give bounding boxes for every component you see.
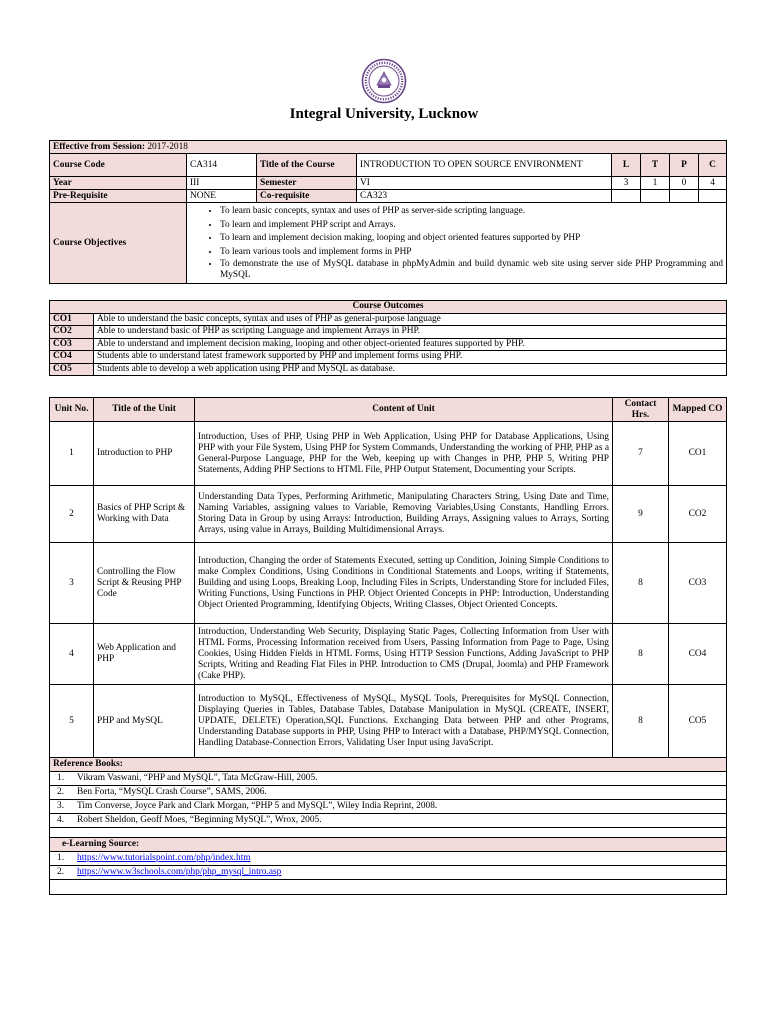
contact-hours-header: Contact Hrs. <box>613 398 669 422</box>
objectives-list <box>190 205 723 281</box>
reference-number: 2. <box>57 787 65 797</box>
reference-item <box>50 772 727 786</box>
objective-item: • To learn and implement PHP script and Arrays. <box>220 219 723 233</box>
unit-content: Introduction, Changing the order of Statements Executed, setting up Condition, Joining Simple Conditions to make Complex Conditions, Using Conditions in Conditional Statements and Loops, writing if Statements, Building and using Loops, Breaking Loop, Including Files in Scripts, Understanding Store for included Files, Writing Functions, Using Functions in PHP. Object Oriented Concepts in PHP: Introduction, Understanding Object Oriented Programming, Identifying Objects, Writing Classes, Object Oriented Concepts. <box>195 543 613 624</box>
unit-hours: 8 <box>613 624 669 685</box>
unit-hours: 9 <box>613 486 669 543</box>
spacer-row <box>50 880 727 895</box>
ltpc-header-c: C <box>699 154 727 177</box>
session-value: 2017-2018 <box>147 141 188 152</box>
ltpc-header-l: L <box>612 154 641 177</box>
unit-co: CO5 <box>669 685 727 758</box>
unit-number: 5 <box>50 685 94 758</box>
outcome-text: Students able to develop a web application using PHP and MySQL as database. <box>94 363 727 376</box>
outcome-code: CO3 <box>50 338 94 351</box>
unit-title: Controlling the Flow Script & Reusing PHP Code <box>94 543 195 624</box>
outcome-code: CO4 <box>50 351 94 364</box>
unit-number: 2 <box>50 486 94 543</box>
elearning-link[interactable]: https://www.tutorialspoint.com/php/index.htm <box>77 853 251 863</box>
ltpc-header-p: P <box>670 154 699 177</box>
course-outcomes-table <box>49 300 727 376</box>
year-label: Year <box>50 177 187 190</box>
objective-item: • To learn various tools and implement forms in PHP <box>220 246 723 260</box>
session-label: Effective from Session: <box>53 141 145 152</box>
elearning-number: 1. <box>57 853 65 863</box>
coreq-value: CA323 <box>357 190 612 203</box>
objectives-label: Course Objectives <box>50 203 187 284</box>
reference-number: 1. <box>57 773 65 783</box>
university-title: Integral University, Lucknow <box>289 106 479 122</box>
unit-content: Introduction, Understanding Web Security, Displaying Static Pages, Collecting Information from User with HTML Forms, Processing Information received from Users, Passing Information from Page to Page, Using Cookies, Using Hidden Fields in HTML Forms, Using HTTP Session Functions, Adding JavaScript to PHP Scripts, Writing and Reading Flat Files in PHP. Introduction to CMS (Drupal, Joomla) and PHP Framework (Cake PHP). <box>195 624 613 685</box>
ltpc-value-t: 1 <box>641 177 670 190</box>
unit-row <box>50 486 727 543</box>
reference-item <box>50 814 727 828</box>
unit-title-header: Title of the Unit <box>94 398 195 422</box>
unit-hours: 8 <box>613 685 669 758</box>
unit-row <box>50 422 727 486</box>
unit-co: CO1 <box>669 422 727 486</box>
empty-cell <box>641 190 670 203</box>
outcome-text: Able to understand the basic concepts, syntax and uses of PHP as general-purpose language <box>94 313 727 326</box>
objective-item: • To demonstrate the use of MySQL database in phpMyAdmin and build dynamic web site using server side PHP Programming and MySQL <box>220 259 723 281</box>
unit-title: Web Application and PHP <box>94 624 195 685</box>
outcomes-heading: Course Outcomes <box>50 301 727 314</box>
empty-cell <box>612 190 641 203</box>
elearning-heading: e-Learning Source: <box>50 838 727 852</box>
unit-title: Basics of PHP Script & Working with Data <box>94 486 195 543</box>
reference-number: 4. <box>57 815 65 825</box>
reference-text: Ben Forta, “MySQL Crash Course”, SAMS, 2006. <box>77 787 267 797</box>
unit-content: Introduction, Uses of PHP, Using PHP in Web Application, Using PHP for Database Applications, Using PHP with your File System, Using PHP for System Commands, Understanding the working of PHP, PHP as a General-Purpose Language, PHP for the Web, keeping up with Changes in PHP, PHP 5, Writing PHP Statements, Adding PHP Sections to HTML File, PHP Output Statement, Documenting your Scripts. <box>195 422 613 486</box>
elearning-item <box>50 866 727 880</box>
unit-row <box>50 685 727 758</box>
unit-no-header: Unit No. <box>50 398 94 422</box>
session-row <box>50 141 727 154</box>
mapped-co-header: Mapped CO <box>669 398 727 422</box>
unit-number: 1 <box>50 422 94 486</box>
elearning-link[interactable]: https://www.w3schools.com/php/php_mysql_intro.asp <box>77 867 282 877</box>
ltpc-value-l: 3 <box>612 177 641 190</box>
semester-label: Semester <box>257 177 357 190</box>
course-info-table <box>49 140 727 284</box>
course-title-label: Title of the Course <box>257 154 357 177</box>
unit-content-header: Content of Unit <box>195 398 613 422</box>
reference-text: Tim Converse, Joyce Park and Clark Morgan, “PHP 5 and MySQL”, Wiley India Reprint, 2008. <box>77 801 438 811</box>
course-code-value: CA314 <box>187 154 257 177</box>
empty-cell <box>699 190 727 203</box>
ltpc-value-c: 4 <box>699 177 727 190</box>
elearning-number: 2. <box>57 867 65 877</box>
unit-title: PHP and MySQL <box>94 685 195 758</box>
unit-row <box>50 543 727 624</box>
unit-content: Understanding Data Types, Performing Arithmetic, Manipulating Characters String, Using Date and Time, Naming Variables, assigning values to Variable, Removing Variables,Using Constants, Handling Errors. Storing Data in Group by using Arrays: Introduction, Building Arrays, Assigning values to Arrays, Sorting Arrays, using value in Arrays, Building Multidimensional Arrays. <box>195 486 613 543</box>
unit-number: 4 <box>50 624 94 685</box>
objective-item: • To learn basic concepts, syntax and uses of PHP as server-side scripting language. <box>220 205 723 219</box>
syllabus-table <box>49 397 727 895</box>
outcome-code: CO1 <box>50 313 94 326</box>
reference-text: Robert Sheldon, Geoff Moes, “Beginning MySQL”, Wrox, 2005. <box>77 815 322 825</box>
spacer-row <box>50 828 727 838</box>
reference-text: Vikram Vaswani, “PHP and MySQL”, Tata McGraw-Hill, 2005. <box>77 773 318 783</box>
unit-row <box>50 624 727 685</box>
reference-item <box>50 786 727 800</box>
outcome-text: Able to understand basic of PHP as scripting Language and implement Arrays in PHP. <box>94 326 727 339</box>
ltpc-value-p: 0 <box>670 177 699 190</box>
unit-co: CO4 <box>669 624 727 685</box>
unit-content: Introduction to MySQL, Effectiveness of MySQL, MySQL Tools, Prerequisites for MySQL Connection, Displaying Queries in Tables, Database Tables, Database Manipulation in MySQL (CREATE, INSERT, UPDATE, DELETE) Operation,SQL Functions. Exchanging Data between PHP and other Programs, Understanding Database supports in PHP, Using PHP to Interact with a Database, PHP/MYSQL Connection, Handling Database-Connection Errors, Validating User Input using JavaScript. <box>195 685 613 758</box>
unit-hours: 8 <box>613 543 669 624</box>
ltpc-header-t: T <box>641 154 670 177</box>
outcome-code: CO5 <box>50 363 94 376</box>
unit-hours: 7 <box>613 422 669 486</box>
prereq-label: Pre-Requisite <box>50 190 187 203</box>
objective-item: • To learn and implement decision making, looping and object oriented features supported by PHP <box>220 232 723 246</box>
university-logo <box>361 58 407 104</box>
outcome-text: Students able to understand latest framework supported by PHP and implement forms using PHP. <box>94 351 727 364</box>
reference-number: 3. <box>57 801 65 811</box>
semester-value: VI <box>357 177 612 190</box>
coreq-label: Co-requisite <box>257 190 357 203</box>
unit-co: CO2 <box>669 486 727 543</box>
course-title-value: INTRODUCTION TO OPEN SOURCE ENVIRONMENT <box>357 154 612 177</box>
outcome-code: CO2 <box>50 326 94 339</box>
objectives-cell <box>187 203 727 284</box>
empty-cell <box>670 190 699 203</box>
reference-heading: Reference Books: <box>50 758 727 772</box>
unit-title: Introduction to PHP <box>94 422 195 486</box>
prereq-value: NONE <box>187 190 257 203</box>
outcome-text: Able to understand and implement decision making, looping and other object-oriented features supported by PHP. <box>94 338 727 351</box>
unit-number: 3 <box>50 543 94 624</box>
reference-item <box>50 800 727 814</box>
unit-co: CO3 <box>669 543 727 624</box>
year-value: III <box>187 177 257 190</box>
elearning-item <box>50 852 727 866</box>
course-code-label: Course Code <box>50 154 187 177</box>
